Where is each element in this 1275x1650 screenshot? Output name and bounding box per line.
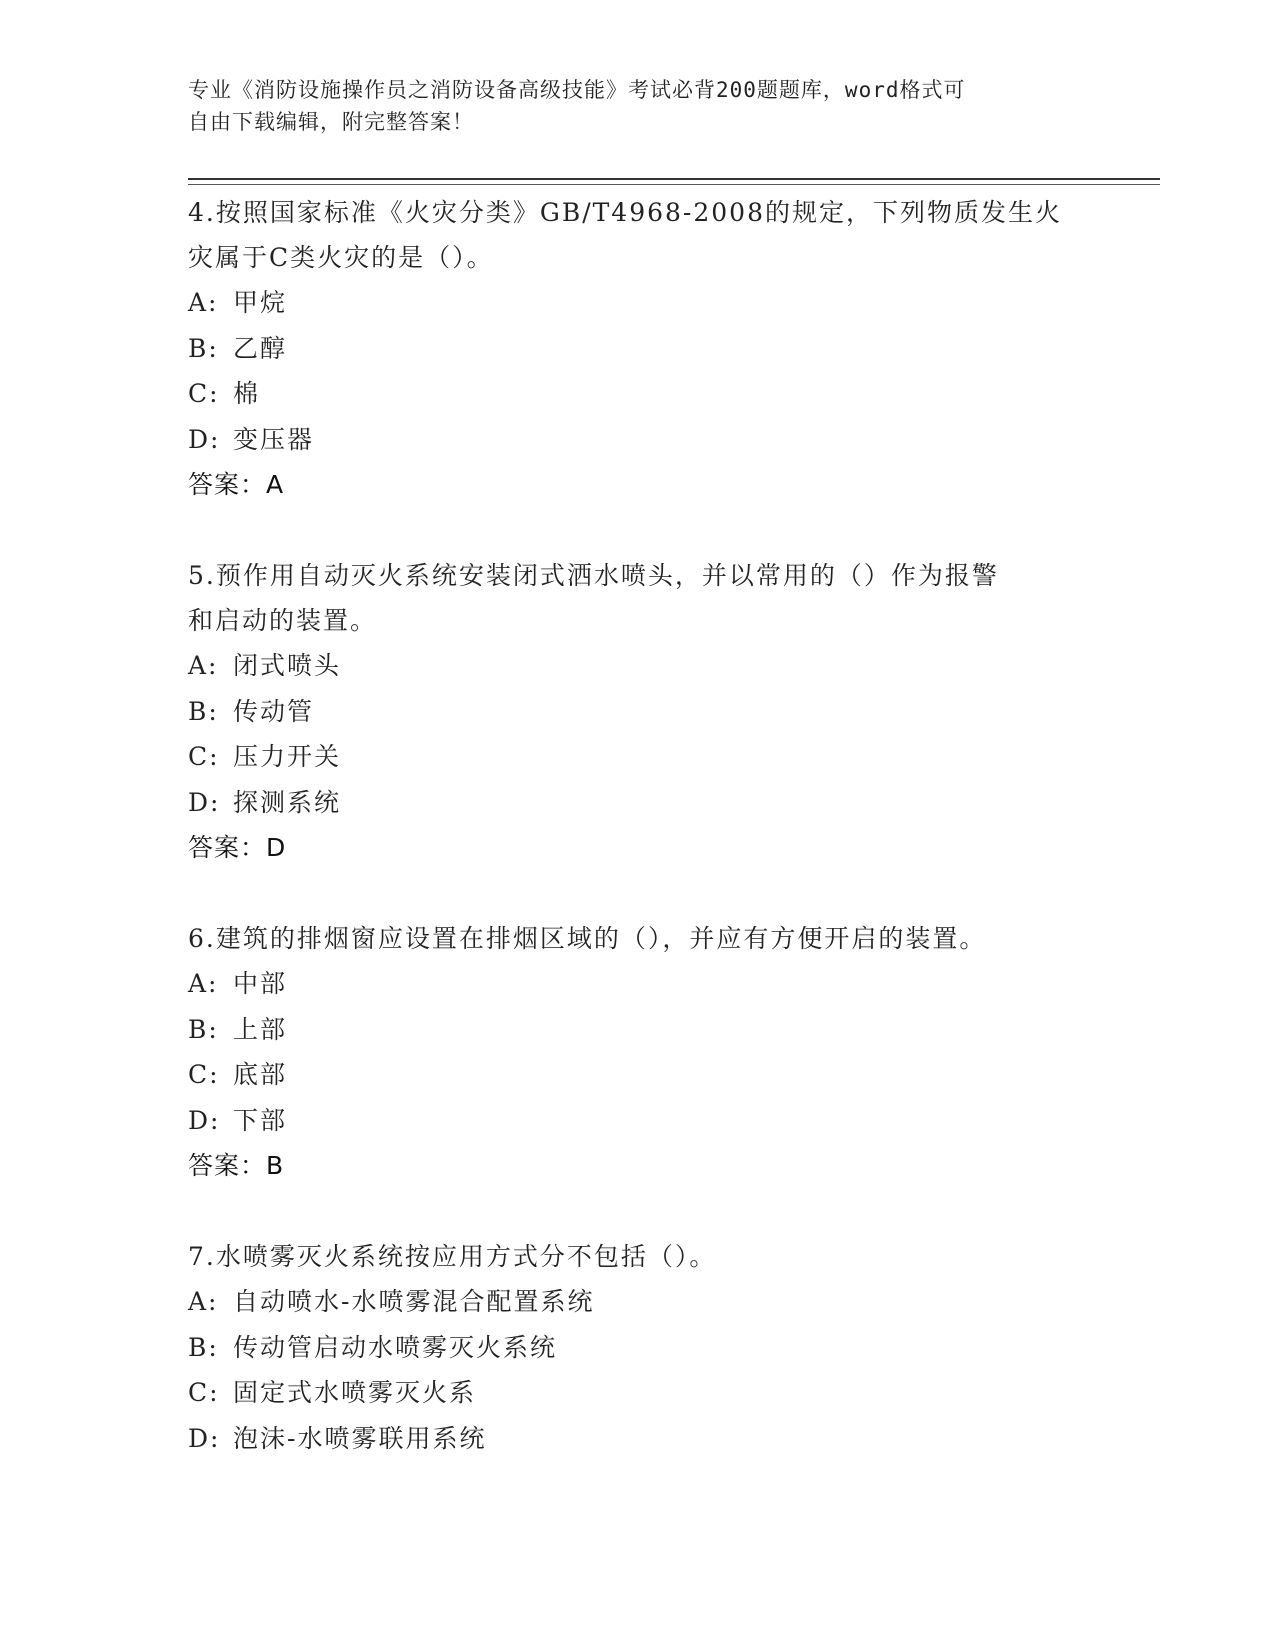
option-letter: C: xyxy=(188,1060,220,1089)
spacer xyxy=(188,870,1088,916)
option-a xyxy=(188,280,1088,326)
option-letter: A: xyxy=(188,288,219,317)
option-text: 探测系统 xyxy=(233,787,342,817)
option-b xyxy=(188,689,1088,735)
question-text-line-2: 和启动的装置。 xyxy=(188,606,378,635)
option-c xyxy=(188,734,1088,780)
option-letter: C: xyxy=(188,1378,220,1407)
option-text: 闭式喷头 xyxy=(233,651,342,680)
option-letter: A: xyxy=(188,969,219,998)
option-d xyxy=(188,780,1088,826)
option-text: 压力开关 xyxy=(233,742,342,771)
question-text-line-2: 灾属于C类火灾的是（）。 xyxy=(188,243,494,272)
option-c xyxy=(188,1370,1088,1416)
document-header xyxy=(188,74,1088,138)
option-text: 底部 xyxy=(233,1060,288,1089)
question-6 xyxy=(188,916,1088,1188)
question-7 xyxy=(188,1234,1088,1461)
option-b xyxy=(188,1325,1088,1371)
question-text-line-1: 7.水喷雾灭火系统按应用方式分不包括（）。 xyxy=(188,1242,717,1271)
option-text: 传动管启动水喷雾灭火系统 xyxy=(233,1332,558,1362)
option-letter: D: xyxy=(188,1423,221,1453)
option-d xyxy=(188,1416,1088,1462)
option-letter: C: xyxy=(188,379,220,408)
option-letter: D: xyxy=(188,787,221,817)
option-letter: A: xyxy=(188,1287,219,1316)
header-line-1: 专业《消防设施操作员之消防设备高级技能》考试必背200题题库，word格式可 xyxy=(188,78,966,102)
option-c xyxy=(188,371,1088,417)
option-text: 自动喷水-水喷雾混合配置系统 xyxy=(233,1287,595,1316)
option-b xyxy=(188,1007,1088,1053)
option-d xyxy=(188,417,1088,463)
answer-line: 答案：A xyxy=(188,470,285,499)
option-a xyxy=(188,961,1088,1007)
option-letter: B: xyxy=(188,696,219,726)
option-text: 变压器 xyxy=(233,424,315,454)
option-letter: B: xyxy=(188,1332,219,1362)
question-5 xyxy=(188,553,1088,870)
option-letter: D: xyxy=(188,1105,221,1135)
option-text: 中部 xyxy=(233,969,288,998)
option-text: 上部 xyxy=(233,1014,288,1044)
option-text: 乙醇 xyxy=(233,333,288,363)
spacer xyxy=(188,1188,1088,1234)
option-text: 传动管 xyxy=(233,696,315,726)
question-text xyxy=(188,916,1088,961)
option-text: 固定式水喷雾灭火系 xyxy=(233,1378,477,1407)
question-text-line-1: 6.建筑的排烟窗应设置在排烟区域的（），并应有方便开启的装置。 xyxy=(188,924,987,953)
option-text: 甲烷 xyxy=(233,288,288,317)
option-d xyxy=(188,1098,1088,1144)
spacer xyxy=(188,507,1088,553)
question-4 xyxy=(188,190,1088,507)
question-text-line-1: 5.预作用自动灭火系统安装闭式洒水喷头，并以常用的（）作为报警 xyxy=(188,561,999,590)
header-divider-thin xyxy=(188,184,1160,185)
option-letter: B: xyxy=(188,333,219,363)
answer-line: 答案：D xyxy=(188,833,287,862)
header-line-2: 自由下载编辑，附完整答案！ xyxy=(188,110,474,134)
question-list xyxy=(188,190,1088,1461)
answer-line: 答案：B xyxy=(188,1151,285,1180)
option-letter: B: xyxy=(188,1014,219,1044)
option-letter: D: xyxy=(188,424,221,454)
question-text-line-1: 4.按照国家标准《火灾分类》GB/T4968-2008的规定，下列物质发生火 xyxy=(188,198,1062,227)
option-text: 下部 xyxy=(233,1105,288,1135)
header-divider-thick xyxy=(188,178,1160,180)
question-text xyxy=(188,1234,1088,1279)
question-text xyxy=(188,553,1088,643)
option-c xyxy=(188,1052,1088,1098)
option-a xyxy=(188,1279,1088,1325)
question-text xyxy=(188,190,1088,280)
option-letter: A: xyxy=(188,651,219,680)
option-a xyxy=(188,643,1088,689)
option-letter: C: xyxy=(188,742,220,771)
option-b xyxy=(188,326,1088,372)
option-text: 棉 xyxy=(233,379,261,408)
option-text: 泡沫-水喷雾联用系统 xyxy=(233,1423,487,1453)
